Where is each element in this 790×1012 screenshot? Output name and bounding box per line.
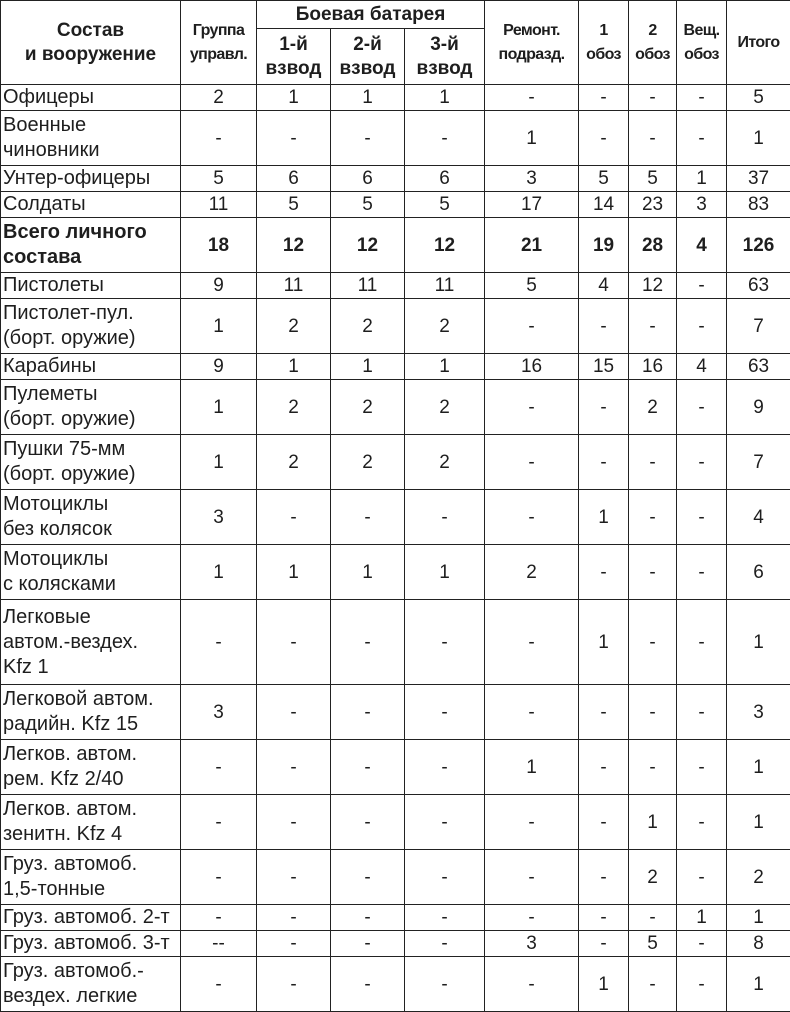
table-row	[1, 435, 790, 490]
table-body	[1, 85, 790, 1012]
table-cell: 1	[579, 490, 629, 545]
table-cell: 1	[727, 795, 790, 850]
table-cell: 2	[405, 299, 485, 354]
table-cell: 1	[405, 85, 485, 111]
table-row	[1, 490, 790, 545]
row-label-text: Пистолеты	[3, 273, 178, 298]
table-cell: -	[331, 600, 405, 685]
table-cell: 1	[727, 905, 790, 931]
table-cell: 5	[181, 166, 257, 192]
table-cell: 2	[331, 299, 405, 354]
table-cell: -	[629, 957, 677, 1012]
table-cell: 5	[257, 192, 331, 218]
table-row	[1, 957, 790, 1012]
table-cell: 6	[257, 166, 331, 192]
table-cell: -	[677, 740, 727, 795]
table-cell: 12	[629, 273, 677, 299]
row-label-text: Легков. автом. рем. Kfz 2/40	[3, 742, 178, 792]
table-cell: -	[629, 740, 677, 795]
table-cell: -	[485, 600, 579, 685]
table-cell: 3	[485, 166, 579, 192]
table-cell: --	[181, 931, 257, 957]
table-cell: 1	[579, 957, 629, 1012]
table-cell: 1	[331, 85, 405, 111]
table-cell: 6	[331, 166, 405, 192]
table-cell: 1	[405, 545, 485, 600]
table-cell: 3	[677, 192, 727, 218]
row-label	[1, 600, 181, 685]
row-label	[1, 166, 181, 192]
row-label	[1, 490, 181, 545]
table-cell: -	[579, 740, 629, 795]
table-cell: -	[677, 273, 727, 299]
table-cell: -	[629, 435, 677, 490]
table-cell: 2	[257, 380, 331, 435]
table-cell: -	[181, 111, 257, 166]
table-cell: -	[677, 850, 727, 905]
table-cell: 63	[727, 273, 790, 299]
table-cell: 2	[257, 435, 331, 490]
table-row	[1, 905, 790, 931]
table-cell: -	[579, 931, 629, 957]
table-cell: -	[331, 957, 405, 1012]
table-cell: 5	[485, 273, 579, 299]
table-cell: -	[257, 850, 331, 905]
table-row	[1, 740, 790, 795]
table-cell: 2	[485, 545, 579, 600]
row-label-text: Всего личного состава	[3, 220, 178, 270]
header-composition: Состав и вооружение	[1, 1, 181, 85]
table-cell: -	[677, 85, 727, 111]
table-cell: 9	[181, 354, 257, 380]
table-cell: -	[677, 435, 727, 490]
table-row	[1, 931, 790, 957]
table-cell: -	[579, 795, 629, 850]
header-platoon-2: 2-й взвод	[331, 29, 405, 85]
table-cell: -	[677, 490, 727, 545]
table-cell: 9	[181, 273, 257, 299]
table-cell: 11	[331, 273, 405, 299]
table-cell: -	[579, 545, 629, 600]
table-cell: -	[405, 931, 485, 957]
row-label-text: Солдаты	[3, 192, 178, 217]
table-cell: -	[629, 85, 677, 111]
table-cell: 16	[485, 354, 579, 380]
table-cell: 12	[257, 218, 331, 273]
table-cell: 3	[181, 490, 257, 545]
row-label	[1, 795, 181, 850]
table-cell: -	[405, 490, 485, 545]
row-label-text: Груз. автомоб. 3-т	[3, 931, 178, 956]
table-cell: -	[629, 685, 677, 740]
table-cell: -	[181, 740, 257, 795]
table-cell: 14	[579, 192, 629, 218]
table-cell: 1	[181, 380, 257, 435]
table-cell: -	[579, 85, 629, 111]
table-cell: -	[257, 111, 331, 166]
row-label-text: Мотоциклы с колясками	[3, 547, 178, 597]
table-cell: -	[485, 850, 579, 905]
table-cell: 28	[629, 218, 677, 273]
row-label-text: Легковой автом. радийн. Kfz 15	[3, 687, 178, 737]
table-cell: -	[677, 299, 727, 354]
row-label-text: Пушки 75-мм (борт. оружие)	[3, 437, 178, 487]
row-label	[1, 931, 181, 957]
table-cell: 18	[181, 218, 257, 273]
table-cell: -	[405, 905, 485, 931]
table-cell: -	[579, 299, 629, 354]
table-cell: 2	[629, 380, 677, 435]
table-cell: -	[331, 490, 405, 545]
table-cell: 1	[677, 166, 727, 192]
table-cell: -	[579, 685, 629, 740]
header-total: Итого	[727, 1, 790, 85]
table-row	[1, 685, 790, 740]
table-cell: 5	[405, 192, 485, 218]
table-cell: -	[257, 600, 331, 685]
table-cell: -	[405, 740, 485, 795]
table-cell: 3	[181, 685, 257, 740]
table-cell: -	[485, 435, 579, 490]
table-cell: 2	[629, 850, 677, 905]
header-platoon-1: 1-й взвод	[257, 29, 331, 85]
header-repair: Ремонт. подразд.	[485, 1, 579, 85]
table-cell: 4	[677, 218, 727, 273]
row-label-text: Офицеры	[3, 85, 178, 110]
table-row	[1, 218, 790, 273]
table-cell: -	[579, 850, 629, 905]
table-cell: 5	[629, 931, 677, 957]
row-label-text: Легковые автом.-вездех. Kfz 1	[3, 605, 178, 680]
table-cell: 12	[405, 218, 485, 273]
table-cell: -	[181, 905, 257, 931]
table-cell: 5	[579, 166, 629, 192]
table-cell: -	[579, 111, 629, 166]
row-label	[1, 435, 181, 490]
table-cell: 8	[727, 931, 790, 957]
table-cell: 19	[579, 218, 629, 273]
table-cell: -	[257, 740, 331, 795]
row-label	[1, 905, 181, 931]
table-cell: -	[629, 545, 677, 600]
header-supply-train: Вещ. обоз	[677, 1, 727, 85]
row-label	[1, 380, 181, 435]
table-cell: 1	[727, 111, 790, 166]
table-row	[1, 380, 790, 435]
table-row	[1, 273, 790, 299]
table-cell: 1	[181, 545, 257, 600]
table-cell: 1	[331, 354, 405, 380]
table-cell: 2	[181, 85, 257, 111]
table-row	[1, 166, 790, 192]
row-label-text: Пулеметы (борт. оружие)	[3, 382, 178, 432]
table-cell: 2	[405, 380, 485, 435]
header-train-1: 1 обоз	[579, 1, 629, 85]
table-cell: -	[579, 905, 629, 931]
table-cell: -	[629, 111, 677, 166]
table-cell: 1	[629, 795, 677, 850]
header-command-group: Группа управл.	[181, 1, 257, 85]
table-cell: -	[579, 380, 629, 435]
table-cell: -	[331, 685, 405, 740]
table-cell: 1	[405, 354, 485, 380]
table-row	[1, 600, 790, 685]
table-row	[1, 795, 790, 850]
table-cell: -	[331, 931, 405, 957]
table-cell: -	[485, 957, 579, 1012]
table-cell: 83	[727, 192, 790, 218]
table-cell: -	[257, 957, 331, 1012]
table-cell: -	[485, 795, 579, 850]
table-cell: -	[331, 795, 405, 850]
table-cell: -	[629, 905, 677, 931]
table-cell: -	[331, 850, 405, 905]
table-cell: -	[629, 490, 677, 545]
table-cell: 4	[727, 490, 790, 545]
table-cell: 4	[677, 354, 727, 380]
table-cell: -	[677, 931, 727, 957]
table-cell: -	[257, 685, 331, 740]
table-cell: -	[181, 957, 257, 1012]
table-cell: 1	[331, 545, 405, 600]
table-cell: -	[181, 850, 257, 905]
table-cell: -	[181, 795, 257, 850]
table-cell: 1	[181, 435, 257, 490]
table-cell: 17	[485, 192, 579, 218]
table-cell: 7	[727, 299, 790, 354]
row-label	[1, 111, 181, 166]
table-cell: 4	[579, 273, 629, 299]
row-label	[1, 685, 181, 740]
row-label	[1, 85, 181, 111]
table-cell: -	[677, 111, 727, 166]
table-cell: -	[331, 740, 405, 795]
table-cell: -	[485, 85, 579, 111]
table-cell: 5	[331, 192, 405, 218]
header-platoon-3: 3-й взвод	[405, 29, 485, 85]
table-cell: 16	[629, 354, 677, 380]
table-cell: 3	[485, 931, 579, 957]
table-cell: -	[677, 795, 727, 850]
table-cell: 1	[485, 740, 579, 795]
table-cell: -	[257, 931, 331, 957]
table-cell: -	[257, 795, 331, 850]
row-label-text: Военные чиновники	[3, 113, 178, 163]
table-cell: -	[677, 957, 727, 1012]
table-row	[1, 111, 790, 166]
table-cell: 1	[579, 600, 629, 685]
table-cell: 11	[405, 273, 485, 299]
table-row	[1, 545, 790, 600]
table-row	[1, 354, 790, 380]
table-row	[1, 192, 790, 218]
table-cell: -	[485, 299, 579, 354]
table-cell: 23	[629, 192, 677, 218]
table-cell: -	[485, 685, 579, 740]
table-cell: 1	[257, 85, 331, 111]
table-cell: 11	[181, 192, 257, 218]
row-label	[1, 192, 181, 218]
row-label	[1, 354, 181, 380]
table-cell: -	[257, 905, 331, 931]
table-cell: -	[629, 299, 677, 354]
row-label	[1, 273, 181, 299]
table-cell: -	[331, 111, 405, 166]
table-cell: 21	[485, 218, 579, 273]
table-cell: 3	[727, 685, 790, 740]
table-cell: 2	[331, 435, 405, 490]
table-cell: -	[405, 685, 485, 740]
header-train-2: 2 обоз	[629, 1, 677, 85]
table-cell: -	[677, 545, 727, 600]
row-label	[1, 740, 181, 795]
table-cell: 7	[727, 435, 790, 490]
table-cell: 2	[331, 380, 405, 435]
table-cell: 126	[727, 218, 790, 273]
table-cell: 12	[331, 218, 405, 273]
table-cell: 6	[405, 166, 485, 192]
table-cell: 5	[629, 166, 677, 192]
row-label-text: Груз. автомоб.- вездех. легкие	[3, 959, 178, 1009]
table-cell: 2	[727, 850, 790, 905]
table-cell: 63	[727, 354, 790, 380]
row-label-text: Карабины	[3, 354, 178, 379]
table-row	[1, 850, 790, 905]
table-cell: -	[405, 111, 485, 166]
table-cell: 9	[727, 380, 790, 435]
table-cell: 1	[727, 740, 790, 795]
table-cell: 1	[485, 111, 579, 166]
table-cell: -	[677, 685, 727, 740]
header-battery: Боевая батарея	[257, 1, 485, 29]
table-cell: -	[331, 905, 405, 931]
table-cell: -	[677, 600, 727, 685]
table-cell: -	[579, 435, 629, 490]
table-cell: -	[485, 380, 579, 435]
row-label-text: Груз. автомоб. 1,5-тонные	[3, 852, 178, 902]
row-label-text: Груз. автомоб. 2-т	[3, 905, 178, 930]
header-row-1	[1, 1, 790, 29]
table-cell: -	[257, 490, 331, 545]
row-label	[1, 545, 181, 600]
table-cell: -	[629, 600, 677, 685]
table-cell: -	[181, 600, 257, 685]
table-cell: 2	[257, 299, 331, 354]
table-cell: -	[485, 490, 579, 545]
table-cell: -	[405, 957, 485, 1012]
table-cell: 1	[727, 600, 790, 685]
table-cell: -	[405, 600, 485, 685]
table-cell: -	[405, 850, 485, 905]
row-label	[1, 957, 181, 1012]
table-row	[1, 85, 790, 111]
table-cell: 37	[727, 166, 790, 192]
row-label	[1, 218, 181, 273]
table-cell: 5	[727, 85, 790, 111]
row-label	[1, 299, 181, 354]
row-label-text: Пистолет-пул. (борт. оружие)	[3, 301, 178, 351]
table-row	[1, 299, 790, 354]
table-cell: -	[485, 905, 579, 931]
table-cell: -	[405, 795, 485, 850]
table-cell: -	[677, 380, 727, 435]
table-cell: 2	[405, 435, 485, 490]
table-cell: 6	[727, 545, 790, 600]
row-label-text: Унтер-офицеры	[3, 166, 178, 191]
table-cell: 1	[181, 299, 257, 354]
row-label-text: Легков. автом. зенитн. Kfz 4	[3, 797, 178, 847]
row-label	[1, 850, 181, 905]
table-cell: 11	[257, 273, 331, 299]
table-cell: 1	[257, 354, 331, 380]
table-cell: 1	[677, 905, 727, 931]
table-cell: 1	[257, 545, 331, 600]
row-label-text: Мотоциклы без колясок	[3, 492, 178, 542]
table-cell: 15	[579, 354, 629, 380]
table-cell: 1	[727, 957, 790, 1012]
